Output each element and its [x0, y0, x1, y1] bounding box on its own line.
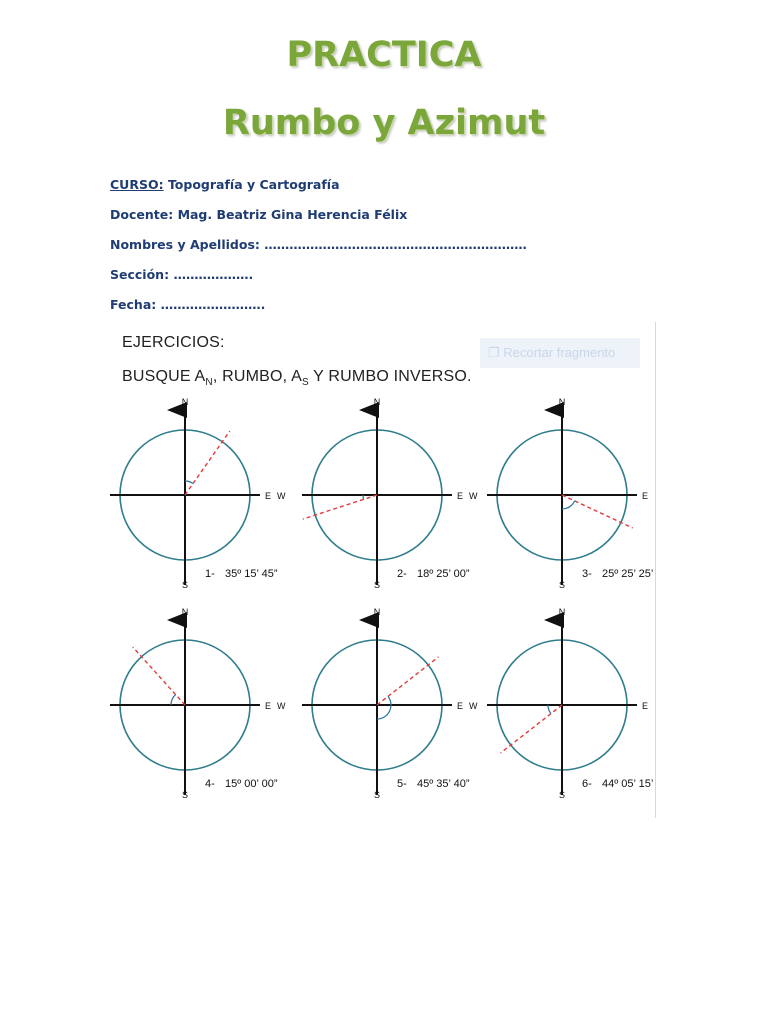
- fecha-label: Fecha:: [110, 297, 157, 312]
- info-docente: [110, 207, 407, 222]
- label-e-3: E: [642, 491, 649, 501]
- exercise-number-5: 5-: [397, 778, 407, 790]
- label-n-4: N: [181, 607, 189, 617]
- angle-arc-2: [363, 495, 364, 499]
- info-curso: [110, 177, 340, 192]
- curso-label: CURSO:: [110, 177, 164, 192]
- bearing-line-1: [185, 431, 230, 495]
- exercise-instruction: BUSQUE $A_N$, RUMBO, $A_S$ Y RUMBO INVERSO.: [122, 368, 472, 389]
- exercise-angle-2: 18º 25’ 00”: [417, 568, 470, 580]
- angle-arc-3: [562, 501, 575, 509]
- label-s-3: S: [558, 580, 566, 590]
- angle-arc-4: [171, 695, 176, 705]
- exercise-number-2: 2-: [397, 568, 407, 580]
- nombres-field[interactable]: ………………………………………………………: [264, 237, 527, 252]
- label-e-6: E: [642, 701, 649, 711]
- label-w-5: W: [469, 701, 478, 711]
- info-fecha: [110, 297, 265, 312]
- exercise-angle-4: 15º 00’ 00”: [225, 778, 278, 790]
- label-s-5: S: [373, 790, 381, 800]
- docente-label: Docente:: [110, 207, 174, 222]
- exercise-angle-3: 25º 25’ 25’: [602, 568, 654, 580]
- copy-icon: ❐: [488, 345, 500, 360]
- info-nombres: [110, 237, 527, 252]
- page-title: PRACTICA: [286, 35, 482, 75]
- docente-value: Mag. Beatriz Gina Herencia Félix: [177, 207, 408, 222]
- label-e-2: E: [457, 491, 464, 501]
- exercise-image: [107, 322, 657, 818]
- label-s-2: S: [373, 580, 381, 590]
- curso-value: Topografía y Cartografía: [167, 177, 340, 192]
- bearing-line-2: [303, 495, 377, 519]
- exercise-heading: EJERCICIOS:: [122, 334, 225, 351]
- label-s-4: S: [181, 790, 189, 800]
- label-e-4: E: [265, 701, 272, 711]
- info-seccion: [110, 267, 253, 282]
- bearing-line-5: [377, 657, 438, 705]
- label-n-5: N: [373, 607, 381, 617]
- label-e-5: E: [457, 701, 464, 711]
- snip-badge-label: Recortar fragmento: [503, 345, 616, 360]
- angle-arc-1: [185, 481, 193, 484]
- exercise-number-3: 3-: [582, 568, 592, 580]
- label-w-1: W: [277, 491, 286, 501]
- exercise-number-6: 6-: [582, 778, 592, 790]
- label-w-2: W: [469, 491, 478, 501]
- exercise-number-4: 4-: [205, 778, 215, 790]
- label-s-6: S: [558, 790, 566, 800]
- label-n-6: N: [558, 607, 566, 617]
- nombres-label: Nombres y Apellidos:: [110, 237, 260, 252]
- bearing-line-3: [562, 495, 633, 528]
- exercise-number-1: 1-: [205, 568, 215, 580]
- label-e-1: E: [265, 491, 272, 501]
- exercise-angle-6: 44º 05’ 15’: [602, 778, 654, 790]
- exercise-angle-5: 45º 35’ 40”: [417, 778, 470, 790]
- label-w-4: W: [277, 701, 286, 711]
- bearing-line-6: [501, 705, 562, 753]
- fecha-field[interactable]: …………………….: [160, 297, 266, 312]
- compass-diagrams: [107, 322, 657, 818]
- label-n-2: N: [373, 397, 381, 407]
- label-s-1: S: [181, 580, 189, 590]
- angle-arc-6: [548, 705, 551, 714]
- label-n-1: N: [181, 397, 189, 407]
- label-n-3: N: [558, 397, 566, 407]
- exercise-angle-1: 35º 15’ 45”: [225, 568, 278, 580]
- seccion-field[interactable]: ……………….: [173, 267, 254, 282]
- seccion-label: Sección:: [110, 267, 170, 282]
- bearing-line-4: [133, 647, 185, 705]
- page-subtitle: Rumbo y Azimut: [222, 103, 546, 143]
